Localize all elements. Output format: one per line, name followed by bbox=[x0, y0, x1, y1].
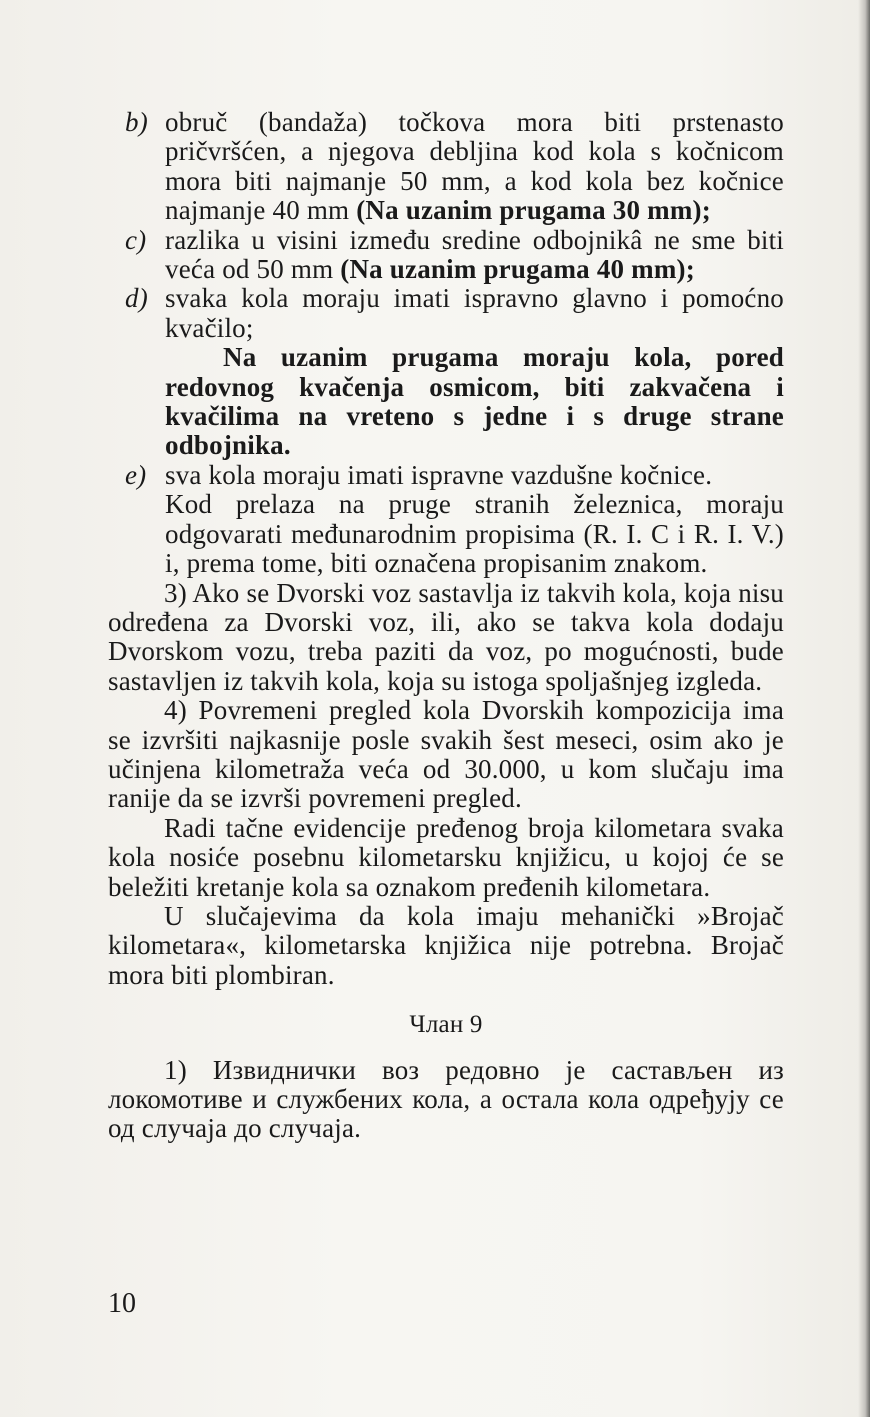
list-item-text: svaka kola moraju imati ispravno glavno i pomoćno kvačilo; bbox=[165, 283, 784, 343]
list-item-e bbox=[108, 461, 784, 490]
list-marker: d) bbox=[125, 283, 148, 314]
list-item-text: razlika u visini između sredine odbojnikâ ne sme biti veća od 50 mm bbox=[165, 224, 784, 285]
body-text bbox=[108, 108, 784, 1144]
paragraph-odometer: U slučajevima da kola imaju mehanički »Brojač kilometara«, kilometarska knjižica nije potrebna. Brojač mora biti plombiran. bbox=[108, 900, 784, 990]
list-marker: b) bbox=[125, 107, 148, 137]
list-item-c bbox=[108, 226, 784, 285]
list-item-bold-text: (Na uzanim prugama 30 mm); bbox=[356, 195, 711, 226]
list-item-text: obruč (bandaža) točkova mora biti prstenasto pričvršćen, a njegova debljina kod kola s kočnicom mora biti najmanje 50 mm, a kod kola bez kočnice najmanje 40 mm bbox=[165, 107, 784, 226]
paragraph-4: 4) Povremeni pregled kola Dvorskih kompozicija ima se izvršiti najkasnije posle svakih šest meseci, osim ako je učinjena kilometraža veća od 30.000, u kom slučaju ima ranije da se izvrši povremeni pregled. bbox=[108, 695, 784, 814]
list-item-d bbox=[108, 284, 784, 343]
paragraph-ric-riv: Kod prelaza na pruge stranih železnica, moraju odgovarati međunarodnim propisima (R. I. C i R. I. V.) i, prema tome, biti označena propisanim znakom. bbox=[165, 489, 784, 579]
list-item-bold-text: (Na uzanim prugama 40 mm); bbox=[340, 254, 695, 285]
list-item-text: sva kola moraju imati ispravne vazdušne kočnice. bbox=[165, 459, 713, 490]
list-item-b bbox=[108, 108, 784, 226]
paragraph-reconnaissance-train: 1) Извиднички воз редовно је састављен из локомотиве и службених кола, а остала кола одређују се од случаја до случаја. bbox=[108, 1054, 784, 1144]
bold-note-paragraph: Na uzanim prugama moraju kola, pored redovnog kvačenja osmicom, biti zakvačena i kvačilima na vreteno s jedne i s druge strane odbojnika. bbox=[165, 342, 784, 461]
page-number: 10 bbox=[108, 1288, 136, 1319]
paragraph-kilometer-evidence: Radi tačne evidencije pređenog broja kilometara svaka kola nosiće posebnu kilometarsku knjižicu, u kojoj će se beležiti kretanje kola sa oznakom pređenih kilometara. bbox=[108, 812, 784, 902]
paragraph-3: 3) Ako se Dvorski voz sastavlja iz takvih kola, koja nisu određena za Dvorski voz, ili, ako se takva kola dodaju Dvorskom vozu, treba paziti da voz, po mogućnosti, bude sastavljen iz takvih kola, koja su istoga spoljašnjeg izgleda. bbox=[108, 577, 784, 696]
article-heading: Члан 9 bbox=[409, 1011, 483, 1039]
list-marker: e) bbox=[125, 459, 147, 490]
list-marker: c) bbox=[125, 224, 147, 255]
page-edge-shadow bbox=[858, 0, 870, 1417]
